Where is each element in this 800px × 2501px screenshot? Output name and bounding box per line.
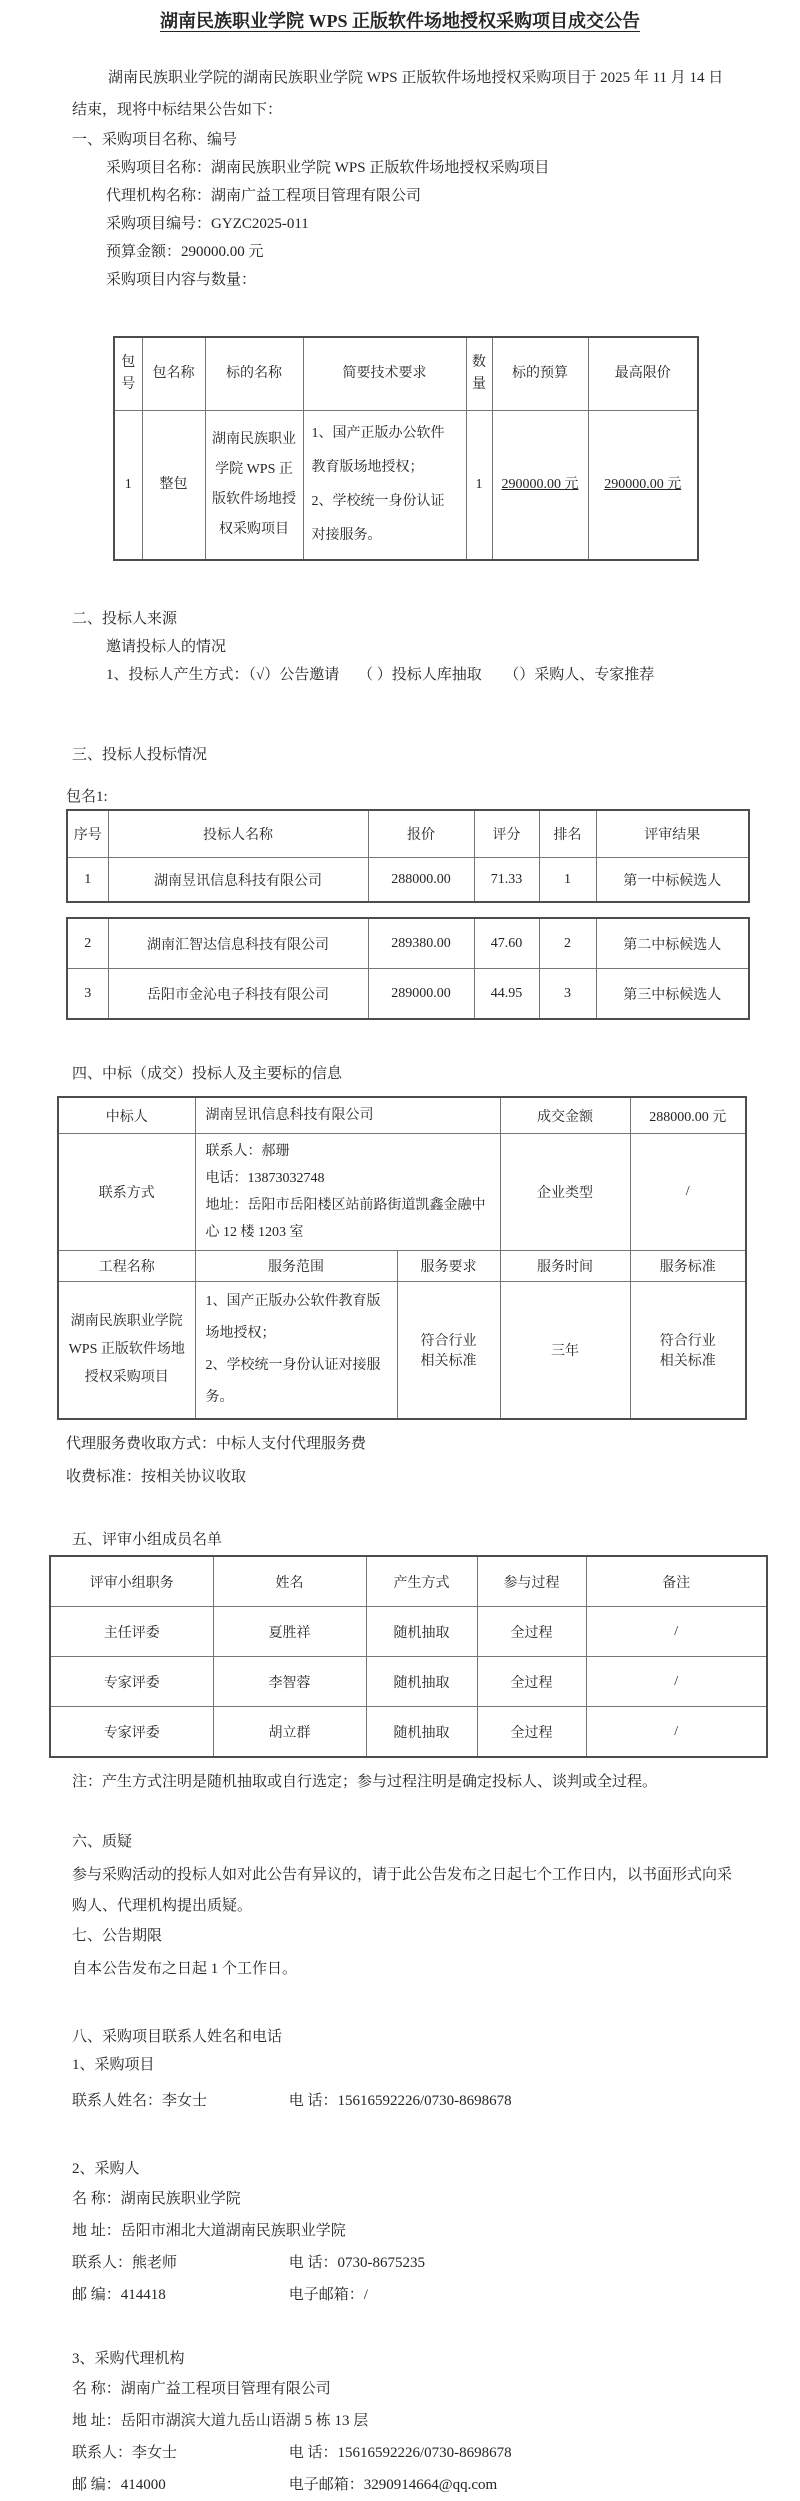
contact-person-line: 联系人：郝珊 — [205, 1144, 290, 1159]
project-contact-phone: 电 话：15616592226/0730-8698678 — [288, 2093, 512, 2109]
col-name: 姓名 — [213, 1556, 366, 1607]
section5-heading: 五、评审小组成员名单 — [72, 1532, 223, 1548]
section6-heading: 六、质疑 — [72, 1834, 133, 1850]
cell-participation: 全过程 — [477, 1657, 586, 1707]
cell-name: 夏胜祥 — [213, 1607, 366, 1657]
service-requirement-line: 相关标准 — [420, 1354, 477, 1369]
sub2-heading: 2、采购人 — [72, 2161, 140, 2177]
amount-value: 288000.00 元 — [630, 1097, 746, 1134]
cell-max-price — [588, 411, 698, 561]
cell-score: 71.33 — [474, 858, 539, 903]
cell-bidder-name: 湖南昱讯信息科技有限公司 — [108, 858, 368, 903]
fee-standard-line: 收费标准：按相关协议收取 — [66, 1469, 247, 1485]
purchaser-contact-name: 联系人：熊老师 — [72, 2255, 178, 2271]
col-quote: 报价 — [368, 810, 474, 858]
cell-package-name: 整包 — [142, 411, 205, 561]
cell-name: 李智蓉 — [213, 1657, 366, 1707]
agency-name-line: 代理机构名称：湖南广益工程项目管理有限公司 — [106, 188, 422, 204]
cell-remarks: / — [586, 1707, 767, 1758]
cell-subject-name: 湖南民族职业学院 WPS 正版软件场地授权采购项目 — [205, 411, 303, 561]
section7-heading: 七、公告期限 — [72, 1928, 163, 1944]
purchaser-email: 电子邮箱：/ — [288, 2287, 368, 2303]
section4-heading: 四、中标（成交）投标人及主要标的信息 — [72, 1066, 343, 1082]
table-header-row — [67, 810, 749, 858]
cell-score: 44.95 — [474, 969, 539, 1020]
col-quantity: 数量 — [466, 337, 492, 411]
agency-fee-method-line: 代理服务费收取方式：中标人支付代理服务费 — [66, 1436, 367, 1452]
table-row — [50, 1707, 767, 1758]
enterprise-type-value: / — [630, 1134, 746, 1251]
col-remarks: 备注 — [586, 1556, 767, 1607]
section3-heading: 三、投标人投标情况 — [72, 747, 208, 763]
col-selection-method: 产生方式 — [366, 1556, 477, 1607]
cell-panel-role: 主任评委 — [50, 1607, 213, 1657]
table-row — [50, 1657, 767, 1707]
table-row — [50, 1607, 767, 1657]
purchaser-contact-line — [72, 2247, 737, 2279]
page-title-text: 湖南民族职业学院 WPS 正版软件场地授权采购项目成交公告 — [159, 11, 640, 31]
invited-bidders-line: 邀请投标人的情况 — [106, 639, 227, 655]
sub1-heading: 1、采购项目 — [72, 2057, 155, 2073]
service-standard-line: 相关标准 — [659, 1354, 716, 1369]
budget-value: 290000.00 元 — [501, 477, 579, 492]
agency-zip-line — [72, 2469, 737, 2501]
cell-rank: 1 — [539, 858, 596, 903]
cell-name: 胡立群 — [213, 1707, 366, 1758]
page-title — [60, 0, 740, 34]
intro-paragraph: 湖南民族职业学院的湖南民族职业学院 WPS 正版软件场地授权采购项目于 2025 年 11 月 14 日结束，现将中标结果公告如下： — [72, 70, 724, 118]
cell-quote: 289380.00 — [368, 918, 474, 969]
cell-bidder-name: 岳阳市金沁电子科技有限公司 — [108, 969, 368, 1020]
col-package-name: 包名称 — [142, 337, 205, 411]
cell-quote: 288000.00 — [368, 858, 474, 903]
section8-heading: 八、采购项目联系人姓名和电话 — [72, 2029, 283, 2045]
col-budget: 标的预算 — [492, 337, 588, 411]
col-service-requirement: 服务要求 — [397, 1251, 500, 1282]
col-score: 评分 — [474, 810, 539, 858]
cell-review-result: 第二中标候选人 — [596, 918, 749, 969]
col-review-result: 评审结果 — [596, 810, 749, 858]
agency-contact-line — [72, 2437, 737, 2469]
service-requirement-line: 符合行业 — [420, 1334, 477, 1349]
table-row — [114, 411, 698, 561]
project-contact-line — [72, 2085, 737, 2117]
objection-paragraph: 参与采购活动的投标人如对此公告有异议的，请于此公告发布之日起七个工作日内，以书面形式向采购人、代理机构提出质疑。 — [72, 1867, 733, 1914]
col-package-no: 包号 — [114, 337, 142, 411]
cell-service-requirement — [397, 1282, 500, 1420]
col-panel-role: 评审小组职务 — [50, 1556, 213, 1607]
agency-name-line2: 名 称：湖南广益工程项目管理有限公司 — [72, 2381, 331, 2397]
bidders-table-continued — [66, 917, 750, 1020]
col-service-standard: 服务标准 — [630, 1251, 746, 1282]
contact-label: 联系方式 — [58, 1134, 195, 1251]
winner-label: 中标人 — [58, 1097, 195, 1134]
cell-package-no: 1 — [114, 411, 142, 561]
cell-service-standard — [630, 1282, 746, 1420]
contact-phone-line: 电话：13873032748 — [205, 1171, 325, 1186]
enterprise-type-label: 企业类型 — [500, 1134, 630, 1251]
col-rank: 排名 — [539, 810, 596, 858]
panel-note: 注：产生方式注明是随机抽取或自行选定；参与过程注明是确定投标人、谈判或全过程。 — [72, 1774, 658, 1790]
section2-heading: 二、投标人来源 — [72, 611, 178, 627]
cell-remarks: / — [586, 1607, 767, 1657]
cell-panel-role: 专家评委 — [50, 1707, 213, 1758]
table-header-row — [58, 1251, 746, 1282]
cell-quantity: 1 — [466, 411, 492, 561]
cell-participation: 全过程 — [477, 1607, 586, 1657]
purchaser-contact-phone: 电 话：0730-8675235 — [288, 2255, 425, 2271]
agency-contact-name: 联系人：李女士 — [72, 2445, 178, 2461]
col-max-price: 最高限价 — [588, 337, 698, 411]
cell-review-result: 第三中标候选人 — [596, 969, 749, 1020]
agency-zip: 邮 编：414000 — [72, 2477, 166, 2493]
col-index: 序号 — [67, 810, 108, 858]
project-number-line: 采购项目编号：GYZC2025-011 — [106, 216, 309, 232]
winner-name: 湖南昱讯信息科技有限公司 — [195, 1097, 500, 1134]
cell-index: 2 — [67, 918, 108, 969]
table-row — [58, 1134, 746, 1251]
content-quantity-line: 采购项目内容与数量： — [106, 272, 257, 288]
cell-index: 3 — [67, 969, 108, 1020]
cell-selection-method: 随机抽取 — [366, 1707, 477, 1758]
bidder-source-line: 1、投标人产生方式：（√）公告邀请 （ ）投标人库抽取 （）采购人、专家推荐 — [106, 667, 655, 683]
cell-selection-method: 随机抽取 — [366, 1607, 477, 1657]
contact-details — [195, 1134, 500, 1251]
procurement-content-table — [113, 336, 699, 561]
table-row — [67, 918, 749, 969]
service-scope-line: 2、学校统一身份认证对接服务。 — [205, 1358, 381, 1405]
service-standard-line: 符合行业 — [659, 1334, 716, 1349]
budget-line: 预算金额：290000.00 元 — [106, 244, 264, 260]
table-row — [67, 858, 749, 903]
table-row — [58, 1097, 746, 1134]
cell-rank: 3 — [539, 969, 596, 1020]
cell-review-result: 第一中标候选人 — [596, 858, 749, 903]
table-header-row — [114, 337, 698, 411]
table-row — [67, 969, 749, 1020]
cell-participation: 全过程 — [477, 1707, 586, 1758]
sub3-heading: 3、采购代理机构 — [72, 2351, 185, 2367]
cell-quote: 289000.00 — [368, 969, 474, 1020]
purchaser-address-line: 地 址：岳阳市湘北大道湖南民族职业学院 — [72, 2223, 346, 2239]
agency-contact-phone: 电 话：15616592226/0730-8698678 — [288, 2445, 512, 2461]
col-participation: 参与过程 — [477, 1556, 586, 1607]
col-project-name: 工程名称 — [58, 1251, 195, 1282]
cell-tech-requirements — [303, 411, 466, 561]
announcement-period-line: 自本公告发布之日起 1 个工作日。 — [72, 1961, 298, 1977]
cell-budget — [492, 411, 588, 561]
tech-requirement-line: 1、国产正版办公软件教育版场地授权； — [311, 426, 445, 475]
purchaser-zip: 邮 编：414418 — [72, 2287, 166, 2303]
review-panel-table — [49, 1555, 768, 1758]
bidders-table — [66, 809, 750, 903]
amount-label: 成交金额 — [500, 1097, 630, 1134]
winner-info-table — [57, 1096, 747, 1420]
col-tech-requirements: 简要技术要求 — [303, 337, 466, 411]
col-service-time: 服务时间 — [500, 1251, 630, 1282]
project-contact-name: 联系人姓名：李女士 — [72, 2093, 208, 2109]
cell-score: 47.60 — [474, 918, 539, 969]
col-service-scope: 服务范围 — [195, 1251, 397, 1282]
table-header-row — [50, 1556, 767, 1607]
cell-panel-role: 专家评委 — [50, 1657, 213, 1707]
contact-address-line: 地址：岳阳市岳阳楼区站前路街道凯鑫金融中心 12 楼 1203 室 — [205, 1198, 486, 1240]
table-row — [58, 1282, 746, 1420]
cell-selection-method: 随机抽取 — [366, 1657, 477, 1707]
cell-index: 1 — [67, 858, 108, 903]
col-bidder-name: 投标人名称 — [108, 810, 368, 858]
purchaser-zip-line — [72, 2279, 737, 2311]
package-label: 包名1: — [66, 789, 108, 805]
col-subject-name: 标的名称 — [205, 337, 303, 411]
cell-remarks: / — [586, 1657, 767, 1707]
purchaser-name-line: 名 称：湖南民族职业学院 — [72, 2191, 241, 2207]
section1-heading: 一、采购项目名称、编号 — [72, 132, 238, 148]
cell-project-name: 湖南民族职业学院WPS 正版软件场地授权采购项目 — [58, 1282, 195, 1420]
cell-rank: 2 — [539, 918, 596, 969]
agency-address-line: 地 址：岳阳市湖滨大道九岳山语湖 5 栋 13 层 — [72, 2413, 369, 2429]
cell-service-scope — [195, 1282, 397, 1420]
tech-requirement-line: 2、学校统一身份认证对接服务。 — [311, 494, 445, 543]
max-price-value: 290000.00 元 — [604, 477, 682, 492]
project-name-line: 采购项目名称：湖南民族职业学院 WPS 正版软件场地授权采购项目 — [106, 160, 550, 176]
cell-bidder-name: 湖南汇智达信息科技有限公司 — [108, 918, 368, 969]
agency-email: 电子邮箱：3290914664@qq.com — [288, 2477, 498, 2493]
service-scope-line: 1、国产正版办公软件教育版场地授权； — [205, 1294, 381, 1341]
cell-service-time: 三年 — [500, 1282, 630, 1420]
